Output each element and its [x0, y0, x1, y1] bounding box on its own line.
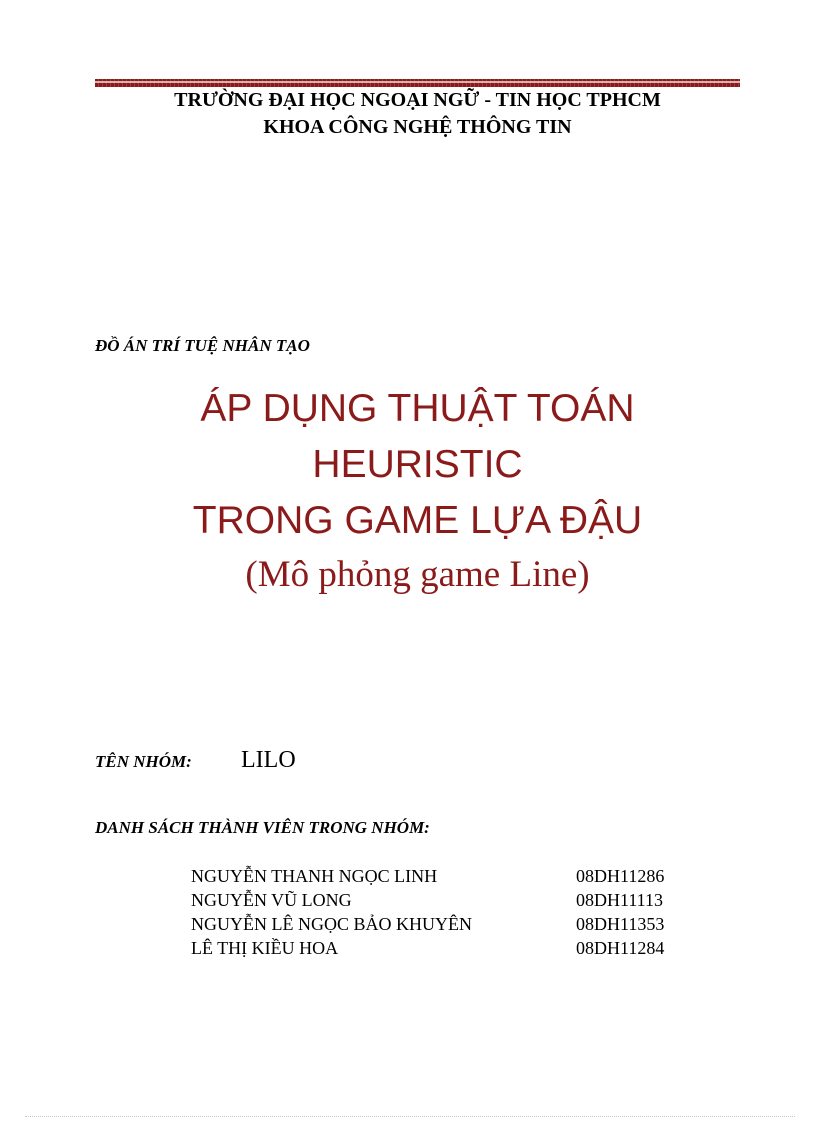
- group-name: LILO: [241, 747, 296, 773]
- title-line-3: TRONG GAME LỰA ĐẬU: [192, 499, 643, 542]
- faculty-name: KHOA CÔNG NGHỆ THÔNG TIN: [263, 116, 572, 138]
- bottom-dotted-rule: [25, 1116, 795, 1117]
- members-list: [191, 864, 691, 960]
- member-id: 08DH11113: [576, 889, 663, 910]
- top-decorative-rule: [95, 79, 740, 87]
- project-type: ĐỒ ÁN TRÍ TUỆ NHÂN TẠO: [95, 336, 310, 355]
- title-line-1: ÁP DỤNG THUẬT TOÁN: [200, 387, 635, 430]
- member-id: 08DH11353: [576, 913, 665, 934]
- title-subtitle: (Mô phỏng game Line): [245, 554, 590, 595]
- member-name: NGUYỄN THANH NGỌC LINH: [191, 865, 438, 886]
- member-row: [191, 888, 691, 912]
- title-line-2: HEURISTIC: [312, 443, 523, 486]
- member-row: [191, 936, 691, 960]
- member-id: 08DH11284: [576, 937, 665, 958]
- member-row: [191, 912, 691, 936]
- member-name: LÊ THỊ KIỀU HOA: [191, 937, 339, 958]
- member-row: [191, 864, 691, 888]
- university-name: TRƯỜNG ĐẠI HỌC NGOẠI NGỮ - TIN HỌC TPHCM: [174, 89, 661, 111]
- group-label: TÊN NHÓM:: [95, 752, 192, 771]
- member-id: 08DH11286: [576, 865, 665, 886]
- member-name: NGUYỄN LÊ NGỌC BẢO KHUYÊN: [191, 913, 472, 934]
- members-label: DANH SÁCH THÀNH VIÊN TRONG NHÓM:: [95, 818, 430, 837]
- member-name: NGUYỄN VŨ LONG: [191, 889, 352, 910]
